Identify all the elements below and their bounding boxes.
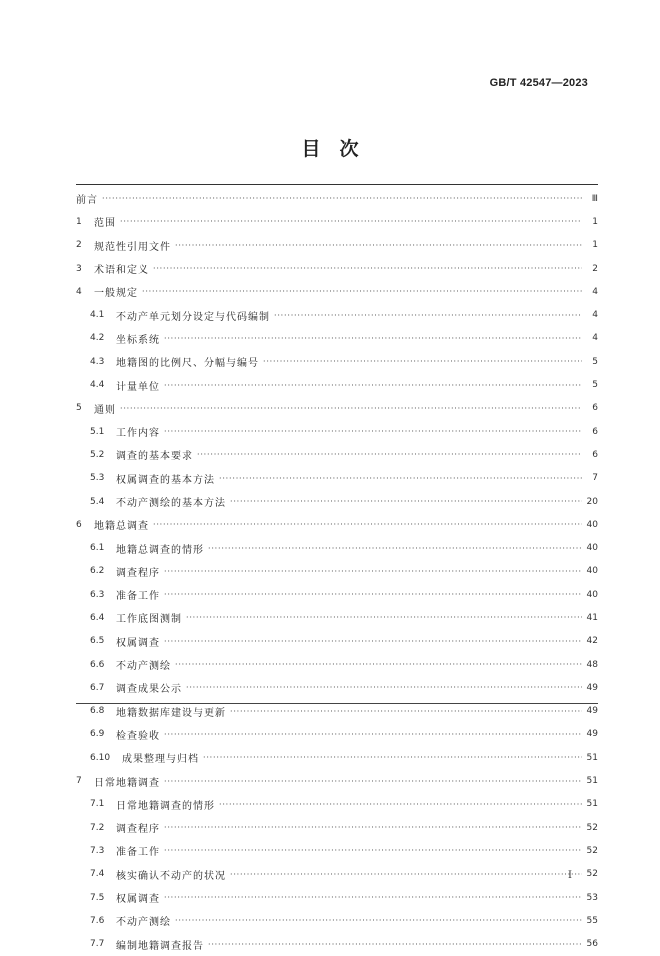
dot-leader xyxy=(219,800,582,809)
dot-leader xyxy=(197,450,582,459)
toc-entry-label: 权属调查 xyxy=(116,894,160,906)
dot-leader xyxy=(263,357,582,366)
toc-entry-label: 不动产单元划分设定与代码编制 xyxy=(116,311,270,323)
toc-entry-label: 前言 xyxy=(76,195,98,207)
toc-entry-page: 53 xyxy=(586,892,598,903)
toc-entry-number: 6.7 xyxy=(90,682,105,693)
toc-entry-page: 5 xyxy=(592,356,598,367)
toc-entry-label: 权属调查的基本方法 xyxy=(116,474,215,486)
toc-entry[interactable] xyxy=(76,234,598,257)
toc-entry-page: 49 xyxy=(586,729,598,740)
dot-leader xyxy=(274,311,582,320)
toc-entry-number: 7.1 xyxy=(90,799,105,810)
toc-entry-label: 日常地籍调查的情形 xyxy=(116,800,215,812)
toc-entry[interactable] xyxy=(76,327,598,350)
dot-leader xyxy=(186,613,582,622)
toc-entry-page: 40 xyxy=(586,589,598,600)
toc-entry-number: 6.1 xyxy=(90,543,105,554)
toc-entry-label: 核实确认不动产的状况 xyxy=(116,870,226,882)
toc-entry-label: 准备工作 xyxy=(116,847,160,859)
toc-entry[interactable] xyxy=(76,303,598,326)
toc-entry-label: 日常地籍调查 xyxy=(94,777,160,789)
toc-entry-label: 工作底图测制 xyxy=(116,614,182,626)
toc-entry[interactable] xyxy=(76,769,598,792)
dot-leader xyxy=(164,427,582,436)
dot-leader xyxy=(230,870,582,879)
toc-entry-label: 成果整理与归档 xyxy=(122,754,199,766)
toc-entry-page: 52 xyxy=(586,869,598,880)
toc-entry-label: 术语和定义 xyxy=(94,265,149,277)
toc-entry-label: 计量单位 xyxy=(116,381,160,393)
toc-entry[interactable] xyxy=(76,933,598,956)
toc-entry[interactable] xyxy=(76,467,598,490)
toc-entry-label: 检查验收 xyxy=(116,730,160,742)
toc-entry-number: 5 xyxy=(76,403,82,414)
dot-leader xyxy=(120,404,582,413)
toc-entry[interactable] xyxy=(76,187,598,210)
toc-entry[interactable] xyxy=(76,443,598,466)
toc-entry-page: 51 xyxy=(586,799,598,810)
table-of-contents xyxy=(76,187,598,956)
toc-entry-label: 权属调查 xyxy=(116,637,160,649)
toc-entry-number: 7.7 xyxy=(90,939,105,950)
dot-leader xyxy=(164,637,582,646)
toc-entry-page: 49 xyxy=(586,682,598,693)
toc-entry-label: 调查成果公示 xyxy=(116,684,182,696)
toc-entry-page: 41 xyxy=(586,612,598,623)
toc-entry-number: 7.3 xyxy=(90,845,105,856)
toc-entry-page: 6 xyxy=(592,449,598,460)
toc-entry-label: 地籍图的比例尺、分幅与编号 xyxy=(116,358,259,370)
toc-entry-page: 40 xyxy=(586,543,598,554)
toc-entry-label: 调查的基本要求 xyxy=(116,451,193,463)
toc-entry-page: 51 xyxy=(586,752,598,763)
toc-entry[interactable] xyxy=(76,746,598,769)
section-divider xyxy=(76,703,598,704)
dot-leader xyxy=(164,381,582,390)
toc-entry[interactable] xyxy=(76,513,598,536)
toc-entry-page: 1 xyxy=(592,216,598,227)
toc-entry[interactable] xyxy=(76,420,598,443)
toc-entry-number: 6.3 xyxy=(90,589,105,600)
toc-entry[interactable] xyxy=(76,909,598,932)
toc-entry-label: 不动产测绘 xyxy=(116,661,171,673)
toc-entry-label: 地籍数据库建设与更新 xyxy=(116,707,226,719)
toc-entry-page: 4 xyxy=(592,286,598,297)
page-number: I xyxy=(568,870,572,881)
toc-entry-page: 56 xyxy=(586,939,598,950)
page-title: 目 次 xyxy=(301,138,359,160)
toc-entry[interactable] xyxy=(76,560,598,583)
dot-leader xyxy=(208,544,582,553)
toc-entry-page: 51 xyxy=(586,776,598,787)
toc-entry[interactable] xyxy=(76,373,598,396)
toc-entry-number: 5.4 xyxy=(90,496,105,507)
toc-entry-number: 6.9 xyxy=(90,729,105,740)
dot-leader xyxy=(164,777,582,786)
dot-leader xyxy=(175,916,582,925)
dot-leader xyxy=(164,590,582,599)
toc-entry-number: 4.4 xyxy=(90,380,105,391)
toc-entry-label: 不动产测绘 xyxy=(116,917,171,929)
toc-entry-page: 4 xyxy=(592,310,598,321)
toc-entry-label: 地籍总调查的情形 xyxy=(116,544,204,556)
toc-entry-number: 1 xyxy=(76,216,82,227)
toc-entry-label: 调查程序 xyxy=(116,824,160,836)
toc-entry[interactable] xyxy=(76,863,598,886)
toc-entry-label: 规范性引用文件 xyxy=(94,241,171,253)
dot-leader xyxy=(102,194,582,203)
dot-leader xyxy=(175,241,582,250)
dot-leader xyxy=(164,823,582,832)
toc-entry-page: 49 xyxy=(586,706,598,717)
dot-leader xyxy=(208,940,582,949)
toc-entry-number: 4.3 xyxy=(90,356,105,367)
dot-leader xyxy=(203,753,582,762)
toc-entry-label: 范围 xyxy=(94,218,116,230)
toc-entry[interactable] xyxy=(76,793,598,816)
toc-entry-number: 6.2 xyxy=(90,566,105,577)
toc-entry-number: 4.2 xyxy=(90,333,105,344)
dot-leader xyxy=(230,497,582,506)
toc-entry-page: Ⅲ xyxy=(591,193,598,204)
toc-entry[interactable] xyxy=(76,886,598,909)
toc-entry-number: 5.1 xyxy=(90,426,105,437)
dot-leader xyxy=(164,567,582,576)
toc-entry-page: 52 xyxy=(586,822,598,833)
dot-leader xyxy=(153,520,582,529)
dot-leader xyxy=(164,893,582,902)
toc-entry-page: 1 xyxy=(592,240,598,251)
toc-entry-label: 不动产测绘的基本方法 xyxy=(116,498,226,509)
dot-leader xyxy=(186,683,582,692)
toc-entry[interactable] xyxy=(76,583,598,606)
toc-entry-number: 6.8 xyxy=(90,706,105,717)
toc-entry-label: 准备工作 xyxy=(116,591,160,603)
toc-entry-number: 6.5 xyxy=(90,636,105,647)
toc-entry-page: 6 xyxy=(592,403,598,414)
toc-entry-label: 坐标系统 xyxy=(116,334,160,346)
toc-entry[interactable] xyxy=(76,490,598,513)
toc-entry-page: 48 xyxy=(586,659,598,670)
toc-entry[interactable] xyxy=(76,816,598,839)
toc-entry-number: 7.2 xyxy=(90,822,105,833)
dot-leader xyxy=(120,217,582,226)
toc-entry[interactable] xyxy=(76,257,598,280)
toc-entry-page: 42 xyxy=(586,636,598,647)
toc-entry-number: 6.6 xyxy=(90,659,105,670)
toc-entry-label: 工作内容 xyxy=(116,428,160,440)
toc-entry-number: 6 xyxy=(76,519,82,530)
toc-entry-page: 4 xyxy=(592,333,598,344)
toc-entry-number: 4 xyxy=(76,286,82,297)
toc-entry-number: 7 xyxy=(76,776,82,787)
toc-entry[interactable] xyxy=(76,630,598,653)
dot-leader xyxy=(219,474,582,483)
dot-leader xyxy=(230,707,582,716)
toc-entry[interactable] xyxy=(76,536,598,559)
toc-entry-number: 6.10 xyxy=(90,752,111,763)
dot-leader xyxy=(175,660,582,669)
standard-code: GB/T 42547—2023 xyxy=(489,77,588,89)
toc-entry[interactable] xyxy=(76,210,598,233)
toc-entry[interactable] xyxy=(76,350,598,373)
toc-entry[interactable] xyxy=(76,397,598,420)
toc-entry-page: 55 xyxy=(586,915,598,926)
toc-entry-page: 40 xyxy=(586,566,598,577)
toc-entry-label: 一般规定 xyxy=(94,288,138,300)
toc-entry-page: 20 xyxy=(586,496,598,507)
toc-entry-label: 编制地籍调查报告 xyxy=(116,940,204,952)
toc-entry[interactable] xyxy=(76,723,598,746)
toc-entry[interactable] xyxy=(76,606,598,629)
dot-leader xyxy=(153,264,582,273)
toc-entry-number: 5.3 xyxy=(90,473,105,484)
toc-entry-number: 4.1 xyxy=(90,310,105,321)
toc-entry-label: 地籍总调查 xyxy=(94,521,149,533)
dot-leader xyxy=(164,334,582,343)
toc-entry-page: 6 xyxy=(592,426,598,437)
toc-entry-label: 通则 xyxy=(94,404,116,416)
toc-entry-label: 调查程序 xyxy=(116,567,160,579)
toc-entry-number: 7.6 xyxy=(90,915,105,926)
toc-entry-number: 2 xyxy=(76,240,82,251)
toc-entry-page: 5 xyxy=(592,380,598,391)
toc-entry-page: 52 xyxy=(586,845,598,856)
toc-entry-number: 6.4 xyxy=(90,612,105,623)
dot-leader xyxy=(142,287,582,296)
toc-entry-number: 7.4 xyxy=(90,869,105,880)
top-rule xyxy=(76,184,598,185)
toc-entry-number: 5.2 xyxy=(90,449,105,460)
toc-entry[interactable] xyxy=(76,653,598,676)
toc-entry[interactable] xyxy=(76,839,598,862)
dot-leader xyxy=(164,730,582,739)
dot-leader xyxy=(164,846,582,855)
toc-entry[interactable] xyxy=(76,280,598,303)
toc-entry-number: 7.5 xyxy=(90,892,105,903)
toc-entry-page: 7 xyxy=(592,473,598,484)
toc-entry-page: 2 xyxy=(592,263,598,274)
toc-entry-page: 40 xyxy=(586,519,598,530)
toc-entry-number: 3 xyxy=(76,263,82,274)
toc-entry[interactable] xyxy=(76,676,598,699)
